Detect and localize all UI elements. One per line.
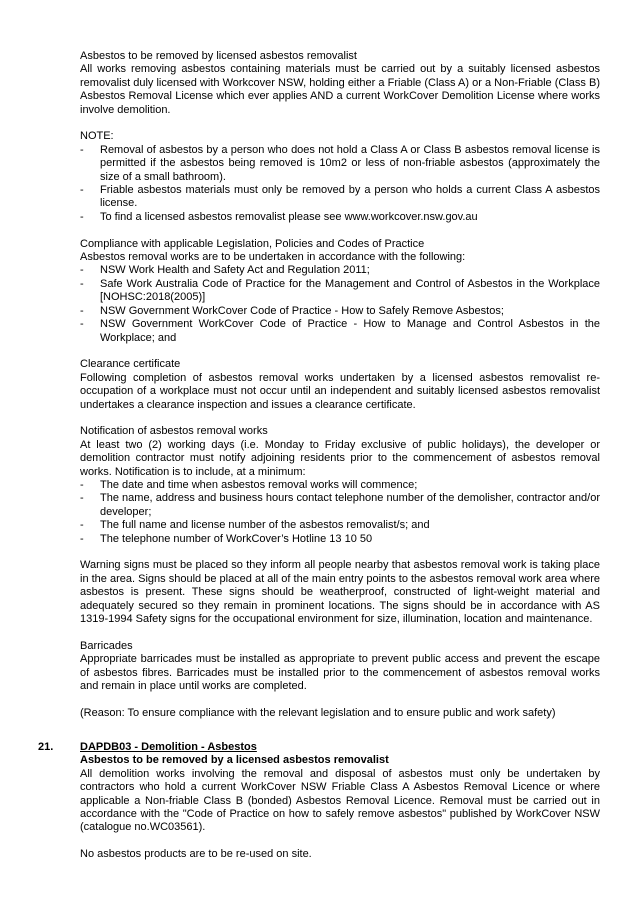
barricades-section bbox=[80, 640, 600, 694]
list-item: - The telephone number of WorkCover’s Hotline 13 10 50 bbox=[80, 533, 600, 546]
notification-intro: At least two (2) working days (i.e. Monday to Friday exclusive of public holidays), the developer or demolition contractor must notify adjoining residents prior to the commencement of asbestos removal works. Notification is to include, at a minimum: bbox=[80, 438, 600, 478]
list-item: - Friable asbestos materials must only be removed by a person who holds a current Class A asbestos license. bbox=[80, 184, 600, 211]
notification-list bbox=[80, 479, 600, 546]
clearance-heading: Clearance certificate bbox=[80, 358, 181, 371]
barricades-body: Appropriate barricades must be installed as appropriate to prevent public access and prevent the escape of asbestos fibres. Barricades must be installed prior to the commencement of asbestos removal works and remain in place until works are completed. bbox=[80, 653, 600, 692]
compliance-heading: Compliance with applicable Legislation, Policies and Codes of Practice bbox=[80, 237, 425, 250]
condition-number: 21. bbox=[38, 741, 54, 753]
clearance-section bbox=[80, 358, 600, 412]
compliance-list bbox=[80, 264, 600, 344]
note-heading: NOTE: bbox=[80, 130, 114, 143]
licensed-removalist-heading: Asbestos to be removed by licensed asbestos removalist bbox=[80, 50, 357, 62]
condition-21-body bbox=[80, 754, 600, 861]
condition-20-content bbox=[80, 50, 600, 720]
barricades-heading: Barricades bbox=[80, 639, 133, 652]
condition-final-text: No asbestos products are to be re-used on site. bbox=[80, 848, 312, 861]
note-section bbox=[80, 130, 600, 224]
warning-signs-body: Warning signs must be placed so they inform all people nearby that asbestos removal work is taking place in the area. Signs should be placed at all of the main entry points to the asbestos removal work area where asbestos is present. These signs should be weatherproof, constructed of light-weight material and adequately secured so they remain in prominent locations. The signs should be in accordance with AS 1319-1994 Safety signs for the occupational environment for size, illumination, location and maintenance. bbox=[80, 559, 600, 625]
condition-21 bbox=[38, 741, 600, 862]
notification-section bbox=[80, 425, 600, 546]
list-item: - The date and time when asbestos removal works will commence; bbox=[80, 479, 600, 492]
licensed-removalist-section bbox=[80, 50, 600, 117]
reason-text: (Reason: To ensure compliance with the relevant legislation and to ensure public and work safety) bbox=[80, 706, 556, 719]
notification-heading: Notification of asbestos removal works bbox=[80, 425, 268, 438]
list-item: - Removal of asbestos by a person who does not hold a Class A or Class B asbestos removal license is permitted if the asbestos being removed is 10m2 or less of non-friable asbestos (approximately the size of a small bathroom). bbox=[80, 144, 600, 184]
list-item: - NSW Work Health and Safety Act and Regulation 2011; bbox=[80, 264, 600, 277]
list-item: - The full name and license number of the asbestos removalist/s; and bbox=[80, 519, 600, 532]
condition-title: DAPDB03 - Demolition - Asbestos bbox=[80, 741, 257, 753]
clearance-body: Following completion of asbestos removal works undertaken by a licensed asbestos removalist re-occupation of a workplace must not occur until an independent and suitably licensed asbestos removalist undertakes a clearance inspection and issues a clearance certificate. bbox=[80, 371, 600, 411]
list-item: - The name, address and business hours contact telephone number of the demolisher, contractor and/or developer; bbox=[80, 492, 600, 519]
condition-21-header bbox=[38, 741, 600, 754]
condition-body-text: All demolition works involving the removal and disposal of asbestos must only be undertaken by contractors who hold a current WorkCover NSW Friable Class A Asbestos Removal Licence or where applicable a Non-friable Class B (bonded) Asbestos Removal Licence. Removal must be carried out in accordance with the "Code of Practice on how to safely remove asbestos" published by WorkCover NSW (catalogue no.WC03561). bbox=[80, 767, 600, 834]
list-item: - Safe Work Australia Code of Practice for the Management and Control of Asbestos in the Workplace [NOHSC:2018(2005)] bbox=[80, 278, 600, 305]
note-list bbox=[80, 144, 600, 224]
list-item: - NSW Government WorkCover Code of Practice - How to Safely Remove Asbestos; bbox=[80, 305, 600, 318]
compliance-intro: Asbestos removal works are to be undertaken in accordance with the following: bbox=[80, 251, 466, 264]
licensed-removalist-body: All works removing asbestos containing materials must be carried out by a suitably licensed asbestos removalist duly licensed with Workcover NSW, holding either a Friable (Class A) or a Non-Friable (Class B) Asbestos Removal License which ever applies AND a current WorkCover Demolition License where works involve demolition. bbox=[80, 63, 600, 116]
list-item: - NSW Government WorkCover Code of Practice - How to Manage and Control Asbestos in the Workplace; and bbox=[80, 318, 600, 345]
compliance-section bbox=[80, 238, 600, 345]
warning-signs-section bbox=[80, 559, 600, 626]
list-item: - To find a licensed asbestos removalist please see www.workcover.nsw.gov.au bbox=[80, 211, 600, 224]
condition-subheading: Asbestos to be removed by a licensed asbestos removalist bbox=[80, 754, 389, 767]
